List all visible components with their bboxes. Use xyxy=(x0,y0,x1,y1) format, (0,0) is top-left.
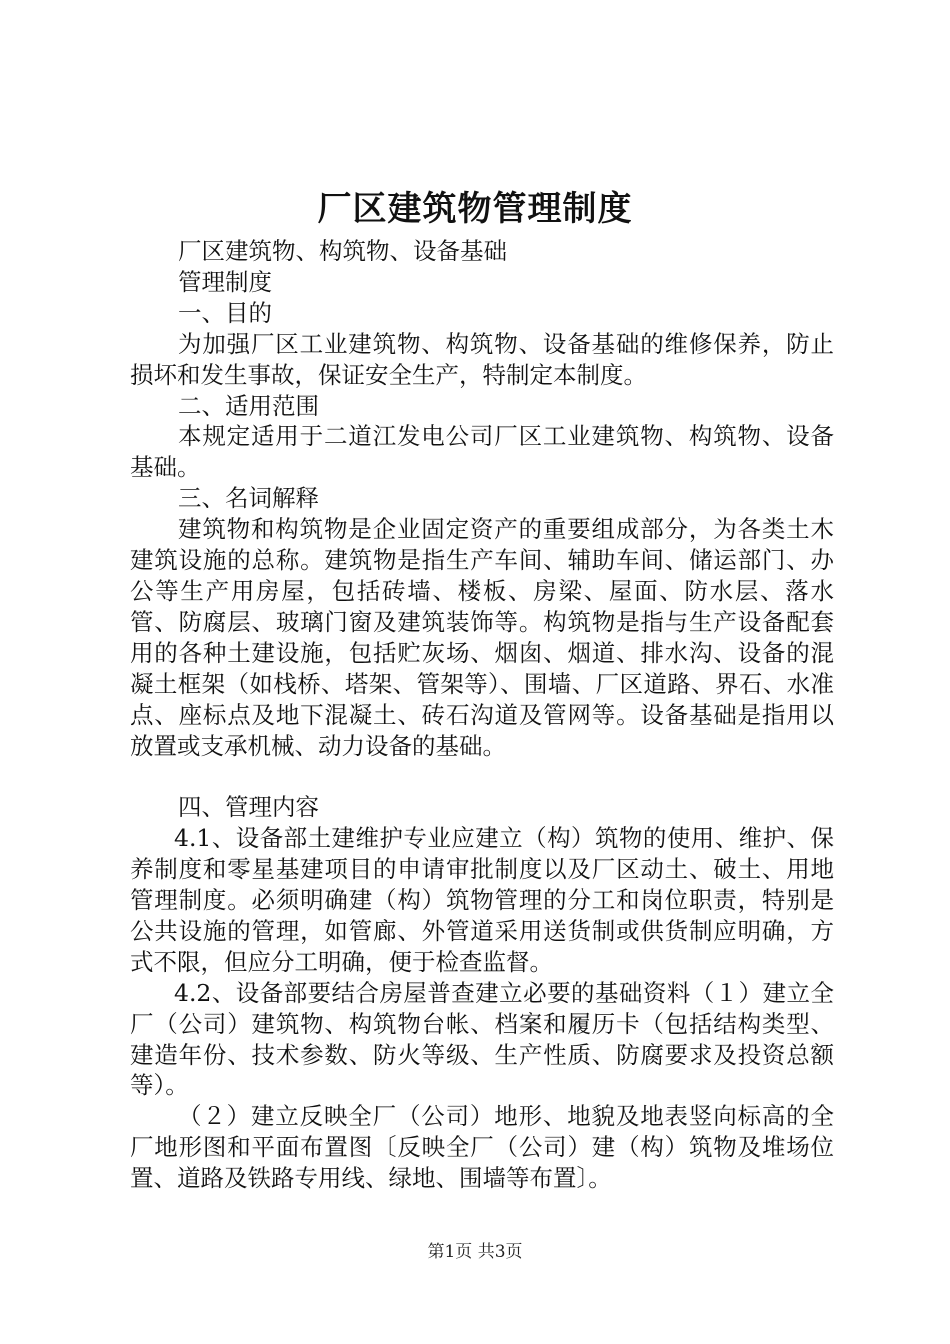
section-heading-management: 四、管理内容 xyxy=(178,793,319,822)
section-heading-purpose: 一、目的 xyxy=(178,298,272,327)
subtitle-line-1: 厂区建筑物、构筑物、设备基础 xyxy=(178,237,507,265)
paragraph-clause-4-2: 4.2、设备部要结合房屋普查建立必要的基础资料（１）建立全厂（公司）建筑物、构筑物台帐、档案和履历卡（包括结构类型、建造年份、技术参数、防火等级、生产性质、防腐要求及投资总额等）。 xyxy=(130,978,834,1100)
document-body xyxy=(130,236,834,1194)
paragraph-purpose: 为加强厂区工业建筑物、构筑物、设备基础的维修保养，防止损坏和发生事故，保证安全生产，特制定本制度。 xyxy=(130,329,834,389)
paragraph-definitions: 建筑物和构筑物是企业固定资产的重要组成部分，为各类土木建筑设施的总称。建筑物是指生产车间、辅助车间、储运部门、办公等生产用房屋，包括砖墙、楼板、房梁、屋面、防水层、落水管、防腐层、玻璃门窗及建筑装饰等。构筑物是指与生产设备配套用的各种土建设施，包括贮灰场、烟囱、烟道、排水沟、设备的混凝土框架（如栈桥、塔架、管架等）、围墙、厂区道路、界石、水准点、座标点及地下混凝土、砖石沟道及管网等。设备基础是指用以放置或支承机械、动力设备的基础。 xyxy=(130,515,834,760)
paragraph-clause-4-1: 4.1、设备部土建维护专业应建立（构）筑物的使用、维护、保养制度和零星基建项目的申请审批制度以及厂区动土、破土、用地管理制度。必须明确建（构）筑物管理的分工和岗位职责，特别是公共设施的管理，如管廊、外管道采用送货制或供货制应明确，方式不限，但应分工明确，便于检查监督。 xyxy=(130,824,834,976)
subtitle-line-2: 管理制度 xyxy=(178,267,272,296)
section-heading-definitions: 三、名词解释 xyxy=(178,484,319,513)
paragraph-gap xyxy=(130,761,834,792)
paragraph-clause-4-2-item-2: （２）建立反映全厂（公司）地形、地貌及地表竖向标高的全厂地形图和平面布置图〔反映全厂（公司）建（构）筑物及堆场位置、道路及铁路专用线、绿地、围墙等布置〕。 xyxy=(130,1102,834,1193)
page-number-footer: 第1页 共3页 xyxy=(427,1242,523,1262)
paragraph-scope: 本规定适用于二道江发电公司厂区工业建筑物、构筑物、设备基础。 xyxy=(130,422,834,482)
section-heading-scope: 二、适用范围 xyxy=(178,391,319,420)
document-title: 厂区建筑物管理制度 xyxy=(317,189,633,229)
